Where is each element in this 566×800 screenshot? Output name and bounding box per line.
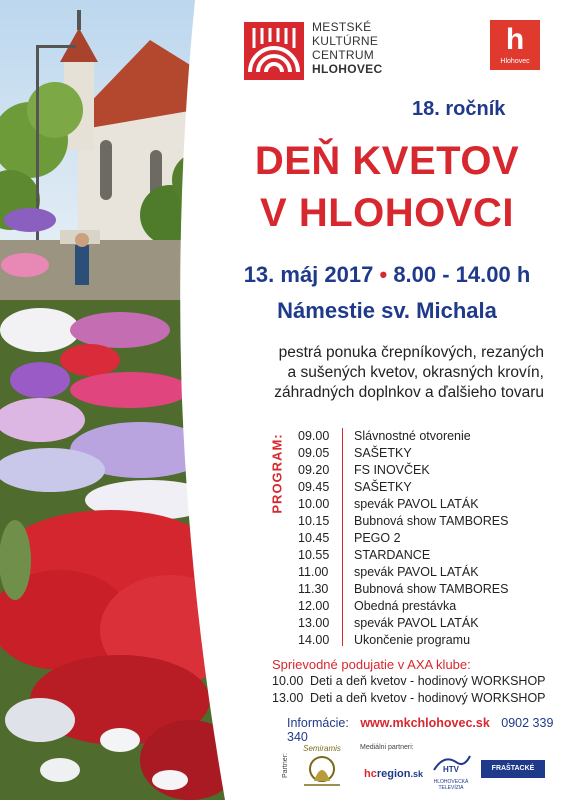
program-time: 12.00	[298, 599, 330, 613]
bullet: •	[379, 262, 388, 287]
program-event: Bubnová show TAMBORES	[354, 514, 509, 528]
program-event: Bubnová show TAMBORES	[354, 582, 509, 596]
description-line: pestrá ponuka črepníkových, rezaných	[278, 344, 544, 361]
title-line: V HLOHOVCI	[260, 191, 514, 235]
program-event: FS INOVČEK	[354, 463, 430, 477]
program-event: spevák PAVOL LATÁK	[354, 497, 479, 511]
accompanying-time: 13.00	[272, 691, 304, 705]
partners-label: Partner:	[282, 753, 289, 778]
event-date-time	[222, 262, 552, 288]
program-row	[298, 581, 558, 598]
info-label: Informácie:	[287, 716, 349, 730]
program-time: 10.55	[298, 548, 330, 562]
info-line	[287, 716, 566, 744]
program-label: PROGRAM:	[269, 433, 285, 514]
hlohovec-tv-logo	[430, 752, 472, 791]
frastacke-noviny-logo: FRAŠTACKÉ NOVINY	[481, 760, 545, 778]
program-event: spevák PAVOL LATÁK	[354, 616, 479, 630]
program-row	[298, 530, 558, 547]
program-event: SAŠETKY	[354, 446, 412, 460]
program-event: Slávnostné otvorenie	[354, 429, 471, 443]
program-time: 10.45	[298, 531, 330, 545]
tv-name: HLOHOVECKÁ TELEVÍZIA	[433, 779, 469, 791]
accompanying-time: 10.00	[272, 674, 304, 688]
program-row	[298, 428, 558, 445]
hcregion-c: .sk	[410, 769, 423, 779]
program-time: 09.45	[298, 480, 330, 494]
program-time: 13.00	[298, 616, 330, 630]
semiramis-emblem-icon	[296, 753, 348, 787]
accompanying-row	[272, 690, 546, 707]
program-time: 11.00	[298, 565, 329, 579]
accompanying-title: Sprievodné podujatie v AXA klube:	[272, 657, 471, 672]
flower-market-photo	[0, 0, 230, 800]
city-logo-letter: h	[505, 23, 525, 56]
website-link[interactable]: www.mkchlohovec.sk	[360, 716, 490, 730]
program-list	[298, 428, 558, 649]
semiramis-logo	[296, 744, 348, 790]
htv-logo-text: HTV	[443, 765, 459, 774]
program-row	[298, 632, 558, 649]
program-row	[298, 479, 558, 496]
hlohovec-city-logo	[490, 20, 540, 70]
accompanying-list	[272, 673, 546, 707]
event-description	[262, 343, 544, 403]
program-time: 09.20	[298, 463, 330, 477]
program-row	[298, 547, 558, 564]
program-row	[298, 445, 558, 462]
org-line: KULTÚRNE	[312, 34, 379, 48]
accompanying-row	[272, 673, 546, 690]
program-event: PEGO 2	[354, 531, 401, 545]
edition: 18. ročník	[412, 98, 506, 120]
event-title	[222, 135, 552, 239]
program-event: SAŠETKY	[354, 480, 412, 494]
program-time: 10.15	[298, 514, 330, 528]
program-event: STARDANCE	[354, 548, 431, 562]
org-line: MESTSKÉ	[312, 20, 372, 34]
program-label-wrap	[265, 430, 285, 514]
semiramis-name: Semiramis	[303, 744, 341, 753]
title-line: DEŇ KVETOV	[254, 139, 520, 183]
hcregion-logo	[364, 768, 423, 780]
event-time: 8.00 - 14.00 h	[393, 262, 531, 287]
organizer-name	[312, 20, 382, 76]
org-line: HLOHOVEC	[312, 62, 383, 76]
program-time: 09.05	[298, 446, 330, 460]
program-time: 14.00	[298, 633, 330, 647]
org-line: CENTRUM	[312, 48, 375, 62]
accompanying-event: Deti a deň kvetov - hodinový WORKSHOP	[310, 674, 546, 688]
program-event: spevák PAVOL LATÁK	[354, 565, 479, 579]
program-row	[298, 462, 558, 479]
program-row	[298, 564, 558, 581]
accompanying-event: Deti a deň kvetov - hodinový WORKSHOP	[310, 691, 546, 705]
event-place: Námestie sv. Michala	[277, 298, 497, 323]
city-logo-text: Hlohovec	[500, 58, 530, 65]
program-row	[298, 513, 558, 530]
htv-icon	[430, 752, 472, 774]
program-event: Ukončenie programu	[354, 633, 471, 647]
program-time: 10.00	[298, 497, 330, 511]
hcregion-a: hc	[364, 768, 377, 780]
program-event: Obedná prestávka	[354, 599, 457, 613]
description-line: a sušených kvetov, okrasných krovín,	[287, 364, 544, 381]
phone-number: 0902 339 340	[287, 716, 554, 744]
hcregion-b: region	[376, 768, 411, 780]
program-row	[298, 496, 558, 513]
event-date: 13. máj 2017	[243, 262, 374, 287]
description-line: záhradných doplnkov a ďalšieho tovaru	[274, 384, 544, 401]
program-row	[298, 615, 558, 632]
mkc-logo	[244, 22, 304, 80]
media-partners-label: Mediálni partneri:	[360, 744, 414, 751]
program-time: 09.00	[298, 429, 330, 443]
program-row	[298, 598, 558, 615]
program-time: 11.30	[298, 582, 329, 596]
